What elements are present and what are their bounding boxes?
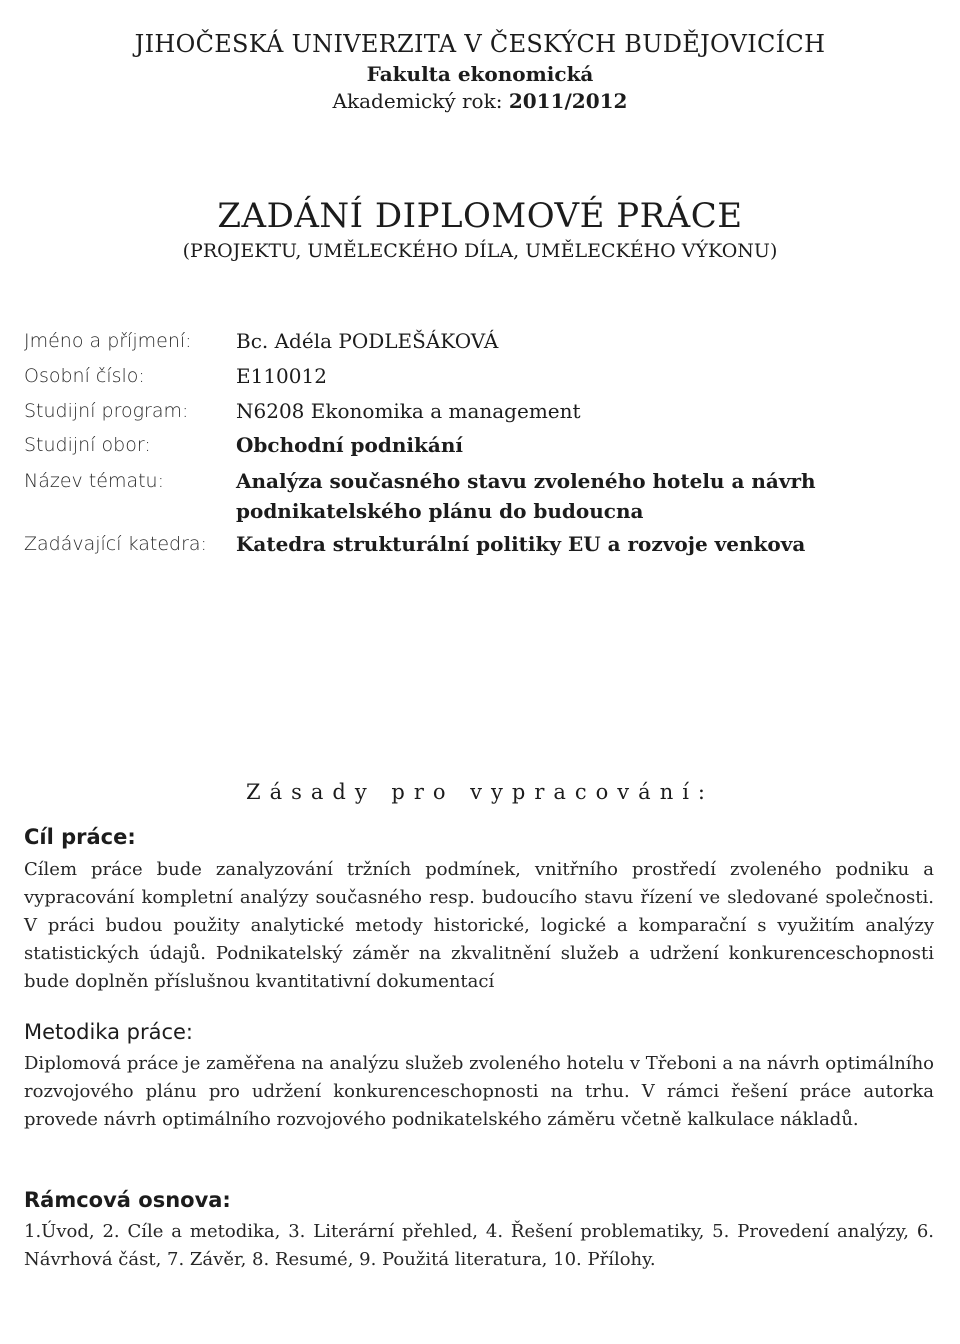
method-text: Diplomová práce je zaměřena na analýzu služeb zvoleného hotelu v Třeboni a na návrh optimálního rozvojového plánu pro udržení konkurenceschopnosti na trhu. V rámci řešení práce autorka provede návrh optimálního rozvojového podnikatelského záměru včetně kalkulace nákladů. bbox=[24, 1053, 934, 1130]
dept-label: Zadávající katedra: bbox=[24, 533, 207, 555]
field-label: Studijní obor: bbox=[24, 434, 151, 456]
outline-text: 1.Úvod, 2. Cíle a metodika, 3. Literární přehled, 4. Řešení problematiky, 5. Provedení analýzy, 6. Návrhová část, 7. Závěr, 8. Resumé, 9. Použitá literatura, 10. Přílohy. bbox=[24, 1221, 934, 1270]
topic-label: Název tématu: bbox=[24, 470, 164, 492]
document-title: ZADÁNÍ DIPLOMOVÉ PRÁCE bbox=[217, 196, 743, 236]
program-label: Studijní program: bbox=[24, 400, 189, 422]
principles-heading: Zásady pro vypracování: bbox=[245, 780, 715, 804]
topic-value: Analýza současného stavu zvoleného hotelu a návrh podnikatelského plánu do budoucna bbox=[236, 469, 816, 523]
id-label: Osobní číslo: bbox=[24, 365, 145, 387]
document-subtitle: (PROJEKTU, UMĚLECKÉHO DÍLA, UMĚLECKÉHO VÝKONU) bbox=[182, 240, 778, 262]
goal-heading: Cíl práce: bbox=[24, 825, 136, 849]
field-value: Obchodní podnikání bbox=[236, 433, 463, 457]
academic-year bbox=[0, 89, 960, 113]
faculty-name: Fakulta ekonomická bbox=[366, 62, 594, 86]
name-label: Jméno a příjmení: bbox=[24, 330, 192, 352]
name-value: Bc. Adéla PODLEŠÁKOVÁ bbox=[236, 329, 499, 353]
outline-heading: Rámcová osnova: bbox=[24, 1188, 231, 1212]
program-value: N6208 Ekonomika a management bbox=[236, 399, 581, 423]
method-heading: Metodika práce: bbox=[24, 1020, 193, 1044]
id-value: E110012 bbox=[236, 364, 327, 388]
academic-year-label: Akademický rok: bbox=[332, 89, 503, 113]
university-name: JIHOČESKÁ UNIVERZITA V ČESKÝCH BUDĚJOVICÍCH bbox=[134, 30, 826, 58]
goal-text: Cílem práce bude zanalyzování tržních podmínek, vnitřního prostředí zvoleného podniku a vypracování kompletní analýzy současného resp. budoucího stavu řízení ve sledované společnosti. V práci budou použity analytické metody historické, logické a komparační s využitím analýzy statistických údajů. Podnikatelský záměr na zkvalitnění služeb a udržení konkurenceschopnosti bude doplněn příslušnou kvantitativní dokumentací bbox=[24, 859, 934, 992]
academic-year-value: 2011/2012 bbox=[508, 89, 628, 113]
dept-value: Katedra strukturální politiky EU a rozvoje venkova bbox=[236, 532, 806, 556]
